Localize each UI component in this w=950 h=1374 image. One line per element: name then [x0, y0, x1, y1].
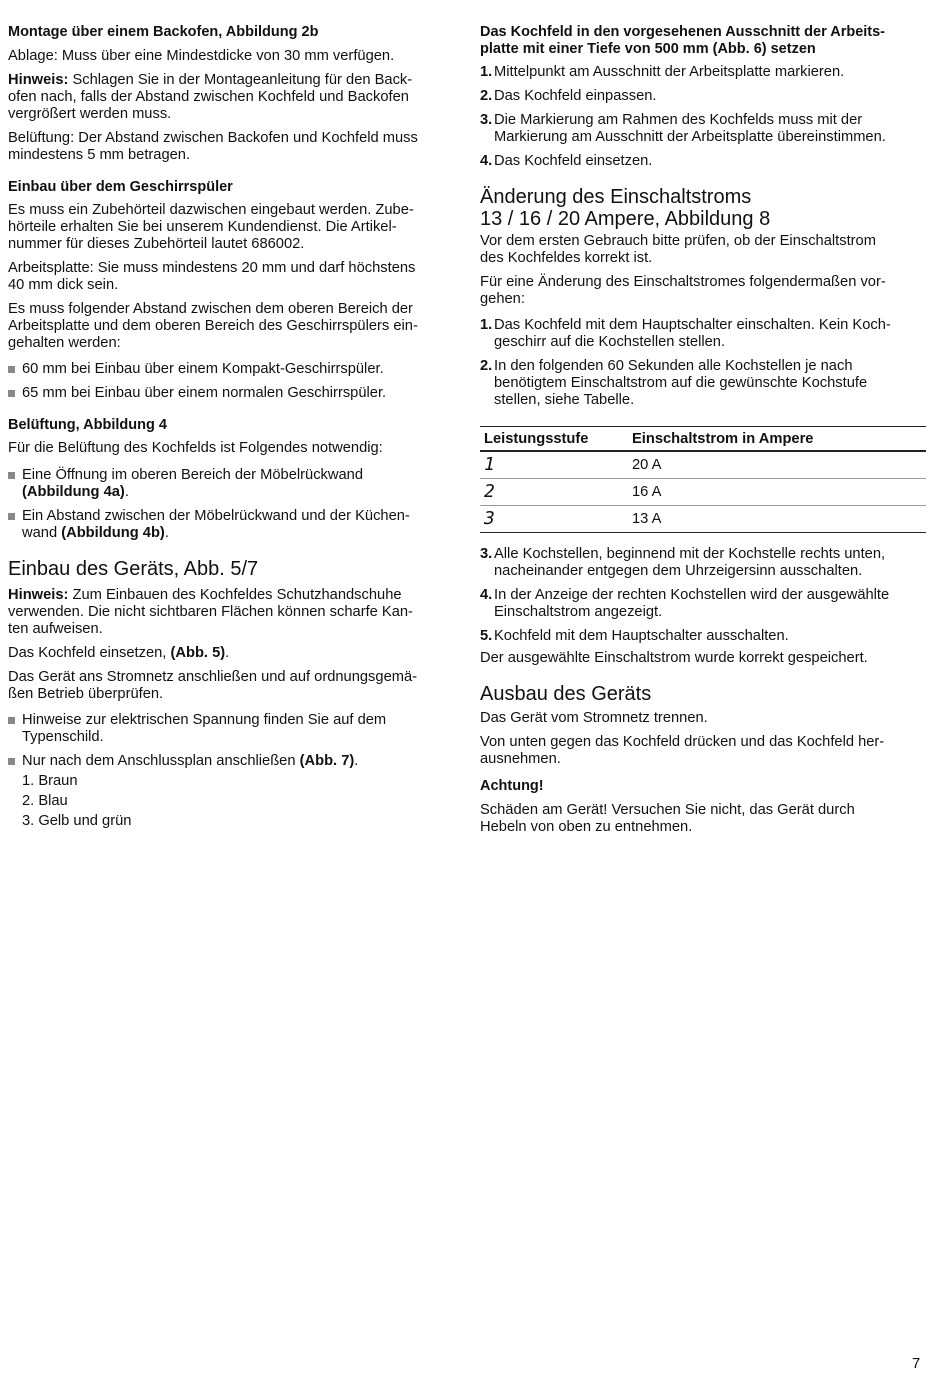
bullet-square-icon	[8, 717, 15, 724]
text-line: des Kochfeldes korrekt ist.	[480, 250, 653, 266]
step-text: Markierung am Ausschnitt der Arbeitsplatte übereinstimmen.	[494, 129, 886, 145]
hinweis-text: Schlagen Sie in der Montageanleitung für den Back-	[68, 72, 413, 88]
text-line: nummer für dieses Zubehörteil lautet 686002.	[8, 236, 305, 252]
aenderung-steps-list-continued	[480, 546, 926, 645]
step-text: Einschaltstrom angezeigt.	[494, 604, 663, 620]
step-text: stellen, siehe Tabelle.	[494, 392, 635, 408]
heading-line: Änderung des Einschaltstroms	[480, 186, 752, 208]
step-text: Alle Kochstellen, beginnend mit der Kochstelle rechts unten,	[494, 546, 886, 562]
list-item-text: Eine Öffnung im oberen Bereich der Möbelrückwand	[22, 467, 363, 483]
hinweis-text: verwenden. Die nicht sichtbaren Flächen können scharfe Kan-	[8, 604, 413, 620]
punctuation: .	[225, 645, 230, 661]
geschirr-heading: Einbau über dem Geschirrspüler	[8, 179, 233, 195]
einbau-einsetzen-text	[8, 645, 454, 662]
bullet-square-icon	[8, 758, 15, 765]
step-number: 1.	[480, 317, 493, 333]
einbau-hinweis	[8, 587, 454, 638]
punctuation: .	[124, 484, 129, 500]
numbered-step	[480, 64, 926, 81]
list-item-text: Nur nach dem Anschlussplan anschließen	[22, 753, 300, 769]
display-digit-icon: 3	[484, 508, 495, 529]
list-item-text: 65 mm bei Einbau über einem normalen Geschirrspüler.	[22, 385, 387, 401]
heading-line: platte mit einer Tiefe von 500 mm (Abb. 6) setzen	[480, 41, 816, 57]
step-text: geschirr auf die Kochstellen stellen.	[494, 334, 726, 350]
list-item	[8, 753, 454, 770]
hinweis-text: vergrößert werden muss.	[8, 106, 172, 122]
text-line: Schäden am Gerät! Versuchen Sie nicht, das Gerät durch	[480, 802, 855, 818]
figure-reference: (Abbildung 4b)	[61, 525, 165, 541]
achtung-text	[480, 802, 926, 836]
text-line: mindestens 5 mm betragen.	[8, 147, 191, 163]
einschaltstrom-table	[480, 426, 926, 533]
step-number: 2.	[480, 358, 493, 374]
step-number: 4.	[480, 587, 493, 603]
numbered-step	[480, 88, 926, 105]
text-line: Arbeitsplatte und dem oberen Bereich des Geschirrspülers ein-	[8, 318, 418, 334]
figure-reference: (Abb. 5)	[170, 645, 226, 661]
ausbau-heading: Ausbau des Geräts	[480, 683, 652, 705]
step-text: In den folgenden 60 Sekunden alle Kochstellen je nach	[494, 358, 853, 374]
numbered-step	[480, 628, 926, 645]
wire-color-item: 3. Gelb und grün	[22, 813, 132, 829]
einbau-heading: Einbau des Geräts, Abb. 5/7	[8, 558, 259, 580]
geschirr-zubehoer-text	[8, 202, 454, 253]
text-line: Vor dem ersten Gebrauch bitte prüfen, ob der Einschaltstrom	[480, 233, 876, 249]
bullet-square-icon	[8, 366, 15, 373]
step-text: benötigtem Einschaltstrom auf die gewünschte Kochstufe	[494, 375, 868, 391]
text-line: gehalten werden:	[8, 335, 121, 351]
display-digit-icon: 1	[484, 454, 495, 475]
text-line: 40 mm dick sein.	[8, 277, 119, 293]
numbered-step	[480, 546, 926, 580]
figure-reference: (Abbildung 4a)	[22, 484, 125, 500]
right-column	[480, 24, 926, 836]
geschirr-abstand-text	[8, 301, 454, 352]
punctuation: .	[164, 525, 169, 541]
text-line: ausnehmen.	[480, 751, 561, 767]
step-number: 5.	[480, 628, 493, 644]
numbered-step	[480, 317, 926, 351]
left-column	[8, 24, 454, 830]
step-text: In der Anzeige der rechten Kochstellen wird der ausgewählte	[494, 587, 890, 603]
hinweis-text: ofen nach, falls der Abstand zwischen Kochfeld und Backofen	[8, 89, 409, 105]
heading-line: 13 / 16 / 20 Ampere, Abbildung 8	[480, 208, 771, 230]
list-item	[8, 361, 454, 378]
step-number: 3.	[480, 112, 493, 128]
step-text: nacheinander entgegen dem Uhrzeigersinn ausschalten.	[494, 563, 863, 579]
step-text: Das Kochfeld einpassen.	[494, 88, 657, 104]
text-line: Belüftung: Der Abstand zwischen Backofen und Kochfeld muss	[8, 130, 418, 146]
list-item	[8, 508, 454, 542]
hinweis-label: Hinweis:	[8, 587, 69, 603]
list-item	[8, 385, 454, 402]
step-text: Das Kochfeld einsetzen.	[494, 153, 653, 169]
table-cell-level	[480, 479, 628, 506]
text-line: Von unten gegen das Kochfeld drücken und das Kochfeld her-	[480, 734, 885, 750]
bullet-square-icon	[8, 472, 15, 479]
wire-color-item: 2. Blau	[22, 793, 68, 809]
list-item-text: Hinweise zur elektrischen Spannung finden Sie auf dem	[22, 712, 387, 728]
numbered-step	[480, 112, 926, 146]
kochfeld-heading	[480, 24, 926, 58]
achtung-heading: Achtung!	[480, 778, 544, 794]
step-number: 4.	[480, 153, 493, 169]
text-line: hörteile erhalten Sie bei unserem Kundendienst. Die Artikel-	[8, 219, 397, 235]
punctuation: .	[354, 753, 359, 769]
table-cell-current: 20 A	[628, 451, 926, 479]
aenderung-procedure-text	[480, 274, 926, 308]
step-number: 3.	[480, 546, 493, 562]
step-number: 1.	[480, 64, 493, 80]
bullet-square-icon	[8, 513, 15, 520]
text-line: Arbeitsplatte: Sie muss mindestens 20 mm und darf höchstens	[8, 260, 416, 276]
aenderung-result-text: Der ausgewählte Einschaltstrom wurde korrekt gespeichert.	[480, 650, 868, 666]
table-row	[480, 479, 926, 506]
einbau-anschluss-text	[8, 669, 454, 703]
table-row	[480, 451, 926, 479]
step-text: Mittelpunkt am Ausschnitt der Arbeitsplatte markieren.	[494, 64, 845, 80]
heading-line: Das Kochfeld in den vorgesehenen Ausschnitt der Arbeits-	[480, 24, 886, 40]
text-line: Es muss folgender Abstand zwischen dem oberen Bereich der	[8, 301, 413, 317]
wire-color-item: 1. Braun	[22, 773, 78, 789]
numbered-step	[480, 153, 926, 170]
step-text: Die Markierung am Rahmen des Kochfelds muss mit der	[494, 112, 863, 128]
text-line: Das Kochfeld einsetzen,	[8, 645, 171, 661]
list-item-text: wand	[22, 525, 62, 541]
montage-belueftung-text	[8, 130, 454, 164]
belueftung-text: Für die Belüftung des Kochfelds ist Folgendes notwendig:	[8, 440, 383, 456]
ausbau-text-2	[480, 734, 926, 768]
aenderung-steps-list	[480, 317, 926, 409]
column-header-current: Einschaltstrom in Ampere	[628, 427, 926, 452]
montage-hinweis	[8, 72, 454, 123]
montage-ablage-text: Ablage: Muss über eine Mindestdicke von 30 mm verfügen.	[8, 48, 395, 64]
hinweis-label: Hinweis:	[8, 72, 69, 88]
hinweis-text: ten aufweisen.	[8, 621, 103, 637]
list-item-text: 60 mm bei Einbau über einem Kompakt-Geschirrspüler.	[22, 361, 384, 377]
page-number: 7	[912, 1356, 921, 1372]
list-item	[8, 467, 454, 501]
table-cell-current: 16 A	[628, 479, 926, 506]
list-item	[8, 712, 454, 746]
text-line: ßen Betrieb überprüfen.	[8, 686, 164, 702]
kochfeld-steps-list	[480, 64, 926, 170]
table-header-row	[480, 427, 926, 452]
text-line: gehen:	[480, 291, 525, 307]
montage-heading: Montage über einem Backofen, Abbildung 2b	[8, 24, 319, 40]
aenderung-heading	[480, 186, 926, 230]
numbered-step	[480, 587, 926, 621]
belueftung-heading: Belüftung, Abbildung 4	[8, 417, 167, 433]
step-number: 2.	[480, 88, 493, 104]
display-digit-icon: 2	[484, 481, 495, 502]
table-row	[480, 506, 926, 533]
hinweis-text: Zum Einbauen des Kochfeldes Schutzhandschuhe	[68, 587, 402, 603]
column-header-level: Leistungsstufe	[480, 427, 628, 452]
figure-reference: (Abb. 7)	[299, 753, 355, 769]
geschirr-arbeitsplatte-text	[8, 260, 454, 294]
aenderung-intro-text	[480, 233, 926, 267]
text-line: Hebeln von oben zu entnehmen.	[480, 819, 693, 835]
table-cell-current: 13 A	[628, 506, 926, 533]
step-text: Das Kochfeld mit dem Hauptschalter einschalten. Kein Koch-	[494, 317, 891, 333]
text-line: Es muss ein Zubehörteil dazwischen eingebaut werden. Zube-	[8, 202, 414, 218]
numbered-step	[480, 358, 926, 409]
step-text: Kochfeld mit dem Hauptschalter ausschalten.	[494, 628, 789, 644]
text-line: Für eine Änderung des Einschaltstromes folgendermaßen vor-	[480, 274, 886, 290]
table-cell-level	[480, 506, 628, 533]
list-item-text: Ein Abstand zwischen der Möbelrückwand und der Küchen-	[22, 508, 410, 524]
bullet-square-icon	[8, 390, 15, 397]
list-item-text: Typenschild.	[22, 729, 104, 745]
text-line: Das Gerät ans Stromnetz anschließen und auf ordnungsgemä-	[8, 669, 418, 685]
table-cell-level	[480, 451, 628, 479]
ausbau-text-1: Das Gerät vom Stromnetz trennen.	[480, 710, 708, 726]
